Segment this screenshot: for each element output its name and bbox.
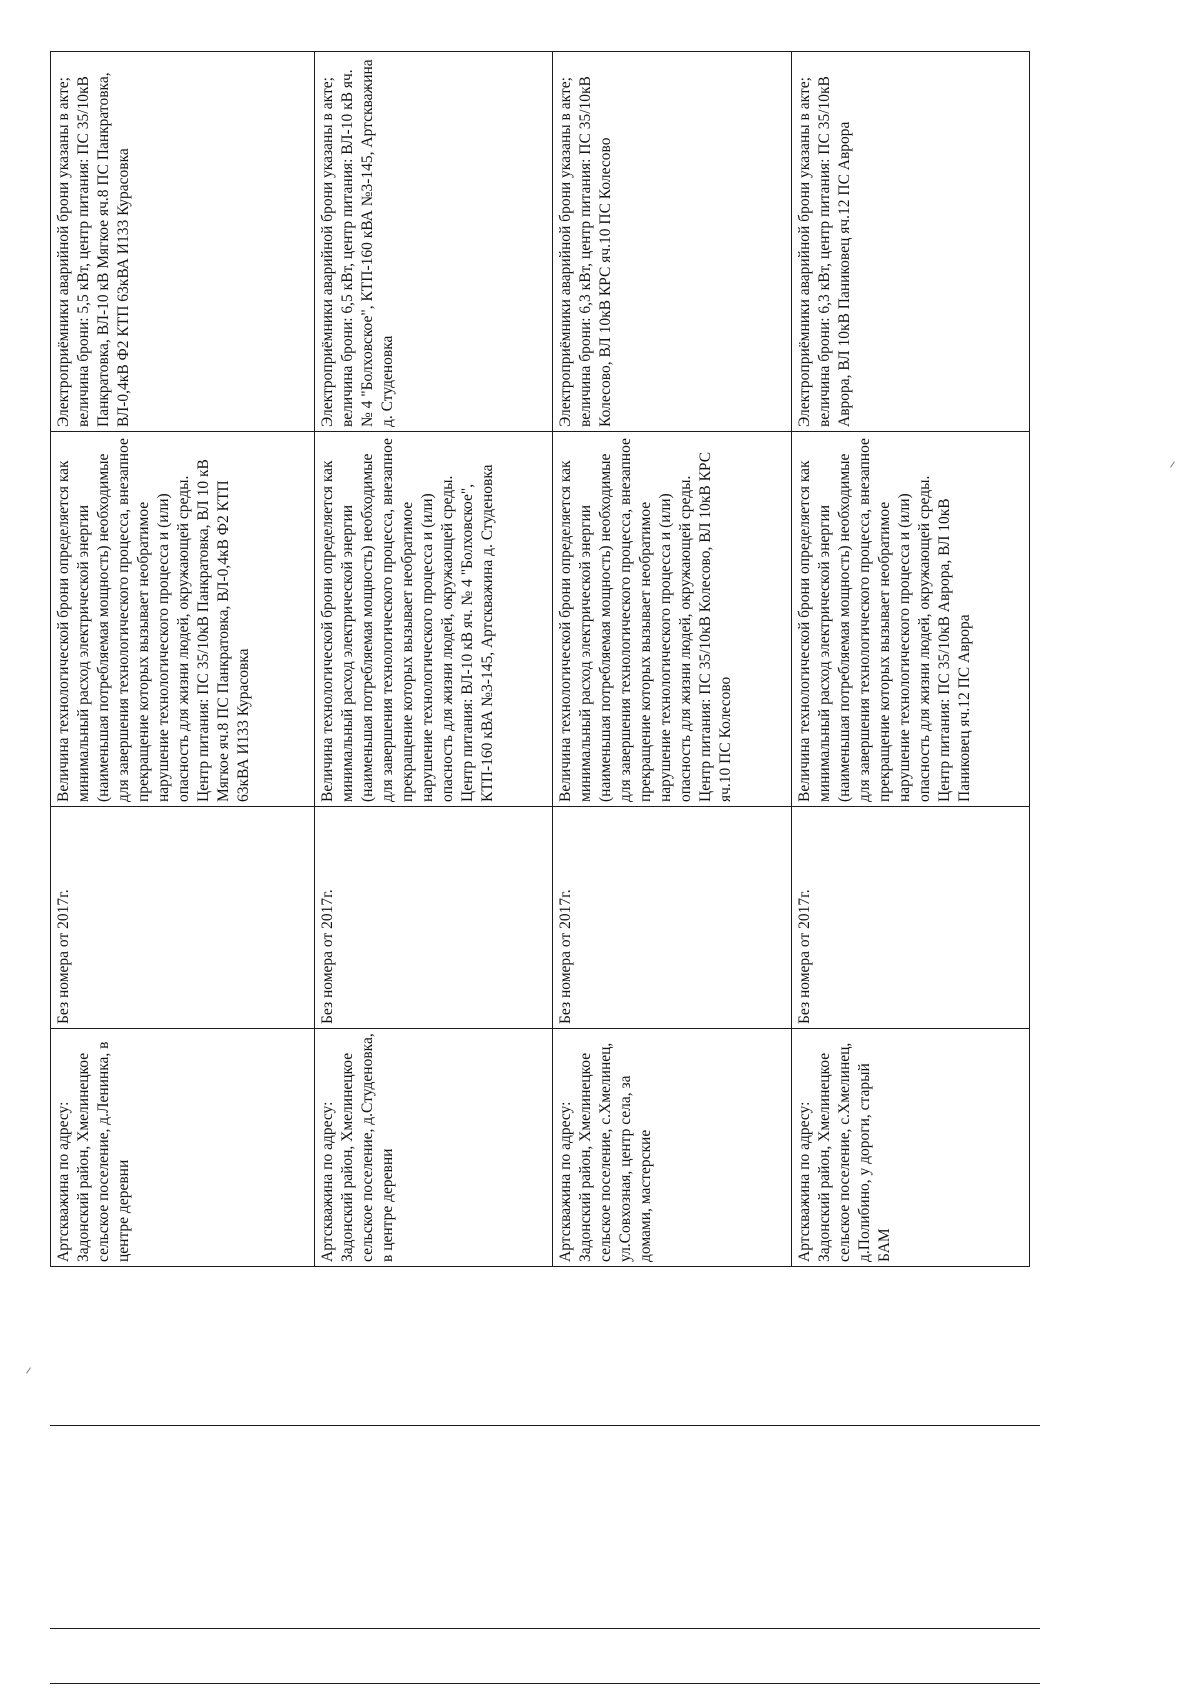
object-location-cell: Артскважина по адресу: Задонский район, Хмелинецкое сельское поселение, д.Ленинка, в центре деревни — [51, 1029, 315, 1267]
table-row — [791, 52, 1029, 1267]
object-location-cell: Артскважина по адресу: Задонский район, Хмелинецкое сельское поселение, с.Хмелинец, ул.Совхозная, центр села, за домами, мастерские — [553, 1029, 791, 1267]
technological-reserve-cell: Величина технологической брони определяется как минимальный расход электрической энергии (наименьшая потребляемая мощность) необходимые для завершения технологического процесса, внезапное прекращение которых вызывает необратимое нарушение технологического процесса и (или) опасность для жизни людей, окружающей среды. Центр питания: ПС 35/10кВ Аврора, ВЛ 10кВ Паниковец яч.12 ПС Аврора — [791, 432, 1029, 807]
signature-line — [50, 1628, 1040, 1629]
act-number-cell: Без номера от 2017г. — [791, 807, 1029, 1029]
table-row — [314, 52, 552, 1267]
electricity-reserve-table — [50, 51, 1030, 1267]
emergency-reserve-cell: Электроприёмники аварийной брони указаны в акте; величина брони: 6,5 кВт, центр питания: ВЛ-10 кВ яч. № 4 "Болховское", КТП-160 кВА №3-145, Артскважина д. Студеновка — [314, 52, 552, 432]
act-number-cell: Без номера от 2017г. — [553, 807, 791, 1029]
emergency-reserve-cell: Электроприёмники аварийной брони указаны в акте; величина брони: 6,3 кВт, центр питания: ПС 35/10кВ Аврора, ВЛ 10кВ Паниковец яч.12 ПС Аврора — [791, 52, 1029, 432]
scan-speck — [1170, 461, 1175, 467]
signature-line — [50, 1425, 1040, 1426]
emergency-reserve-cell: Электроприёмники аварийной брони указаны в акте; величина брони: 6,3 кВт, центр питания: ПС 35/10кВ Колесово, ВЛ 10кВ КРС яч.10 ПС Колесово — [553, 52, 791, 432]
rotated-table-container — [50, 52, 1030, 1267]
act-number-cell: Без номера от 2017г. — [314, 807, 552, 1029]
emergency-reserve-cell: Электроприёмники аварийной брони указаны в акте; величина брони: 5,5 кВт, центр питания: ПС 35/10кВ Панкратовка, ВЛ-10 кВ Мягкое яч.8 ПС Панкратовка, ВЛ-0,4кВ Ф2 КТП 63кВА И133 Курасовка — [51, 52, 315, 432]
act-number-cell: Без номера от 2017г. — [51, 807, 315, 1029]
object-location-cell: Артскважина по адресу: Задонский район, Хмелинецкое сельское поселение, д.Студеновка, в центре деревни — [314, 1029, 552, 1267]
technological-reserve-cell: Величина технологической брони определяется как минимальный расход электрической энергии (наименьшая потребляемая мощность) необходимые для завершения технологического процесса, внезапное прекращение которых вызывает необратимое нарушение технологического процесса и (или) опасность для жизни людей, окружающей среды. Центр питания: ПС 35/10кВ Панкратовка, ВЛ 10 кВ Мягкое яч.8 ПС Панкратовка, ВЛ-0,4кВ Ф2 КТП 63кВА И133 Курасовка — [51, 432, 315, 807]
scan-speck — [26, 1367, 31, 1373]
object-location-cell: Артскважина по адресу: Задонский район, Хмелинецкое сельское поселение, с.Хмелинец, д.Полибино, у дороги, старый БАМ — [791, 1029, 1029, 1267]
technological-reserve-cell: Величина технологической брони определяется как минимальный расход электрической энергии (наименьшая потребляемая мощность) необходимые для завершения технологического процесса, внезапное прекращение которых вызывает необратимое нарушение технологического процесса и (или) опасность для жизни людей, окружающей среды. Центр питания: ПС 35/10кВ Колесово, ВЛ 10кВ КРС яч.10 ПС Колесово — [553, 432, 791, 807]
technological-reserve-cell: Величина технологической брони определяется как минимальный расход электрической энергии (наименьшая потребляемая мощность) необходимые для завершения технологического процесса, внезапное прекращение которых вызывает необратимое нарушение технологического процесса и (или) опасность для жизни людей, окружающей среды. Центр питания: ВЛ-10 кВ яч. № 4 "Болховское", КТП-160 кВА №3-145, Артскважина д. Студеновка — [314, 432, 552, 807]
table-row — [553, 52, 791, 1267]
signature-line — [50, 1683, 1040, 1684]
table-row — [51, 52, 315, 1267]
